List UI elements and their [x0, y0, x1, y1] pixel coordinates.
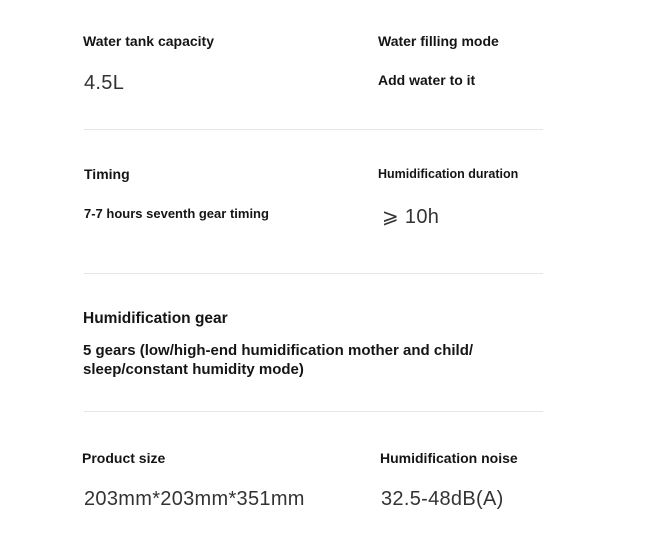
humidification-gear-label: Humidification gear — [83, 310, 228, 327]
divider — [84, 411, 543, 412]
water-filling-mode-label: Water filling mode — [378, 33, 499, 49]
water-tank-capacity-label: Water tank capacity — [83, 33, 214, 49]
humidification-noise-label: Humidification noise — [380, 450, 518, 466]
humidification-duration-value: ⩾ 10h — [382, 206, 440, 228]
timing-value: 7-7 hours seventh gear timing — [84, 206, 269, 221]
timing-label: Timing — [84, 166, 130, 182]
humidification-noise-value: 32.5-48dB(A) — [381, 488, 504, 510]
divider — [84, 273, 543, 274]
humidification-gear-value: 5 gears (low/high-end humidification mother and child/ sleep/constant humidity mode) — [83, 342, 474, 378]
product-size-label: Product size — [82, 450, 166, 466]
water-filling-mode-value: Add water to it — [378, 72, 476, 88]
humidification-duration-label: Humidification duration — [378, 167, 519, 181]
water-tank-capacity-value: 4.5L — [84, 72, 125, 94]
divider — [84, 129, 543, 130]
product-size-value: 203mm*203mm*351mm — [84, 488, 305, 510]
